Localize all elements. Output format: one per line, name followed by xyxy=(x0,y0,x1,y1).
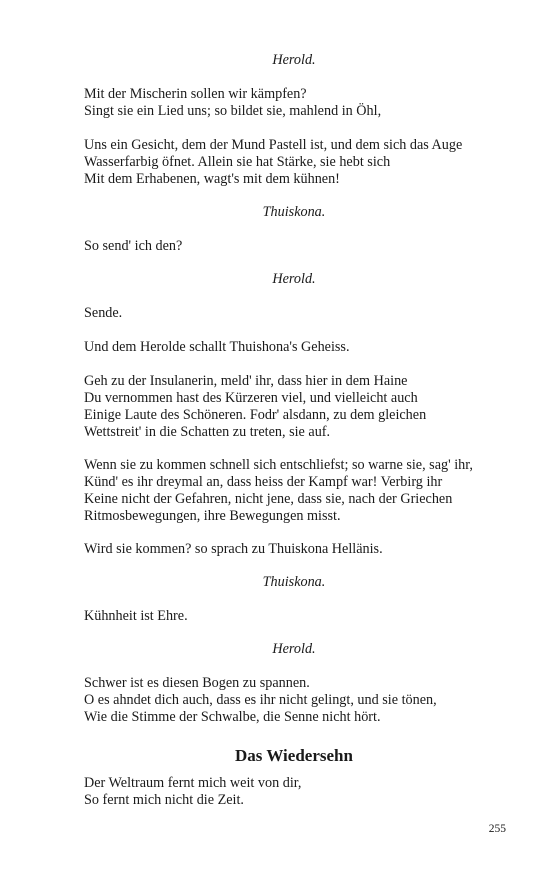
page-number: 255 xyxy=(488,823,506,835)
verse-line: So fernt mich nicht die Zeit. xyxy=(84,792,244,808)
verse-line: Uns ein Gesicht, dem der Mund Pastell ist, und dem sich das Auge xyxy=(84,137,463,153)
speaker-name: Herold. xyxy=(272,641,316,657)
verse-line: Sende. xyxy=(84,305,123,321)
verse-line: So send' ich den? xyxy=(84,238,183,254)
speaker-name: Herold. xyxy=(272,52,316,68)
speaker-name: Thuiskona. xyxy=(262,204,326,220)
verse-line: Keine nicht der Gefahren, nicht jene, dass sie, nach der Griechen xyxy=(84,491,453,507)
verse-line: Wird sie kommen? so sprach zu Thuiskona Hellänis. xyxy=(84,541,383,557)
verse-line: Ritmosbewegungen, ihre Bewegungen misst. xyxy=(84,508,341,524)
verse-line: Wenn sie zu kommen schnell sich entschliefst; so warne sie, sag' ihr, xyxy=(84,457,473,473)
verse-line: Künd' es ihr dreymal an, dass heiss der Kampf war! Verbirg ihr xyxy=(84,474,443,490)
verse-line: Wie die Stimme der Schwalbe, die Senne nicht hört. xyxy=(84,709,381,725)
verse-line: Du vernommen hast des Kürzeren viel, und vielleicht auch xyxy=(84,390,418,406)
verse-line: Kühnheit ist Ehre. xyxy=(84,608,188,624)
speaker-name: Thuiskona. xyxy=(262,574,326,590)
verse-line: Singt sie ein Lied uns; so bildet sie, mahlend in Öhl, xyxy=(84,103,382,119)
speaker-name: Herold. xyxy=(272,271,316,287)
verse-line: Und dem Herolde schallt Thuishona's Geheiss. xyxy=(84,339,350,355)
verse-line: Schwer ist es diesen Bogen zu spannen. xyxy=(84,675,310,691)
verse-line: Mit dem Erhabenen, wagt's mit dem kühnen! xyxy=(84,171,340,187)
poem-title: Das Wiedersehn xyxy=(235,746,353,765)
verse-line: Wettstreit' in die Schatten zu treten, sie auf. xyxy=(84,424,331,440)
verse-line: Wasserfarbig öfnet. Allein sie hat Stärke, sie hebt sich xyxy=(84,154,391,170)
verse-line: Mit der Mischerin sollen wir kämpfen? xyxy=(84,86,307,102)
verse-line: Der Weltraum fernt mich weit von dir, xyxy=(84,775,302,791)
verse-line: O es ahndet dich auch, dass es ihr nicht gelingt, und sie tönen, xyxy=(84,692,437,708)
verse-line: Geh zu der Insulanerin, meld' ihr, dass hier in dem Haine xyxy=(84,373,408,389)
verse-line: Einige Laute des Schöneren. Fodr' alsdann, zu dem gleichen xyxy=(84,407,427,423)
